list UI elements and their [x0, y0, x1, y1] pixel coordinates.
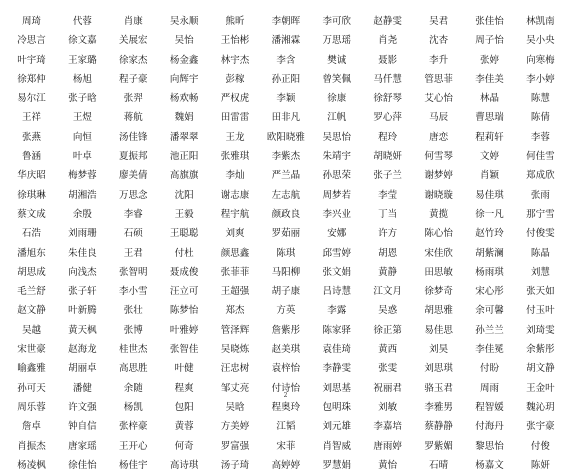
name-cell: 肖智威: [322, 440, 352, 452]
name-cell: 黎思怡: [475, 440, 504, 452]
name-cell: 聂成俊: [169, 266, 199, 278]
name-cell: 刘慧: [530, 266, 550, 278]
name-cell: 胡湘浩: [68, 189, 97, 201]
name-cell: 邹丈亮: [220, 382, 250, 394]
name-cell: 赵美琪: [271, 344, 301, 356]
name-cell: 吴思怡: [322, 131, 352, 143]
name-cell: 孙可天: [17, 382, 46, 394]
name-cell: 颜思鑫: [220, 247, 250, 259]
name-cell: 张子兰: [373, 170, 402, 182]
name-cell: 程爽: [174, 382, 194, 394]
name-cell: 夏振邦: [118, 151, 148, 163]
name-cell: 蒋航: [123, 112, 143, 124]
name-cell: 李蓉: [530, 131, 550, 143]
name-cell: 毛兰舒: [17, 286, 46, 298]
name-cell: 付杜: [174, 247, 194, 259]
name-cell: 潘健: [72, 382, 92, 394]
name-cell: 喻鑫雅: [17, 363, 46, 375]
name-cell: 程智媛: [475, 401, 504, 413]
name-cell: 李露: [327, 305, 347, 317]
name-cell: 杨凌枫: [17, 459, 46, 471]
name-cell: 林凯南: [526, 16, 555, 27]
name-cell: 付俊雯: [526, 228, 555, 240]
name-cell: 高诗琪: [169, 459, 199, 471]
name-cell: 袁梓怡: [271, 363, 301, 375]
name-cell: 钟自信: [68, 421, 97, 433]
name-cell: 杨嘉文: [475, 459, 504, 471]
name-cell: 胡晓妍: [373, 151, 402, 163]
name-cell: 张智佳: [169, 344, 199, 356]
name-cell: 石晴: [429, 459, 449, 471]
name-cell: 何雪琴: [424, 151, 453, 163]
name-cell: 曹思瑞: [475, 112, 504, 124]
name-cell: 王煜: [72, 112, 92, 124]
name-cell: 张燕: [21, 131, 41, 143]
name-cell: 文婷: [479, 151, 499, 163]
name-cell: 汤佳锋: [118, 131, 148, 143]
name-cell: 张子晗: [68, 93, 97, 105]
name-cell: 包明珠: [322, 401, 352, 413]
name-cell: 周乐蓉: [17, 401, 46, 413]
name-cell: 何佳雪: [526, 151, 555, 163]
name-cell: 万思瑶: [322, 35, 352, 47]
name-cell: 吴晓炼: [220, 344, 250, 356]
name-cell: 汪立可: [169, 286, 199, 298]
name-cell: 马阳柳: [271, 266, 301, 278]
name-cell: 王开心: [118, 440, 148, 452]
name-cell: 熊昕: [225, 16, 245, 27]
name-cell: 田雷雷: [220, 112, 250, 124]
name-cell: 管泽辉: [220, 324, 250, 336]
name-cell: 王怡彬: [220, 35, 250, 47]
name-cell: 祝丽君: [373, 382, 402, 394]
name-cell: 王金叶: [526, 382, 555, 394]
name-cell: 余殷: [72, 208, 92, 220]
name-cell: 张宇豪: [526, 421, 555, 433]
name-cell: 程莉轩: [475, 131, 504, 143]
name-cell: 赵竹玲: [475, 228, 504, 240]
name-cell: 潘旭东: [17, 247, 46, 259]
name-cell: 叶雅婷: [169, 324, 199, 336]
name-cell: 胡思雅: [424, 305, 453, 317]
name-cell: 陈晶: [530, 247, 550, 259]
name-cell: 易佳思: [424, 324, 453, 336]
name-cell: 李紫杰: [271, 151, 301, 163]
name-cell: 李小雪: [118, 286, 148, 298]
name-cell: 杨雨琪: [475, 266, 504, 278]
name-cell: 吴越: [21, 324, 41, 336]
name-cell: 唐家瑶: [68, 440, 97, 452]
name-cell: 黄西: [378, 344, 398, 356]
name-cell: 刘琦雯: [526, 324, 555, 336]
name-cell: 程子豪: [118, 73, 148, 85]
name-cell: 黄天枫: [68, 324, 97, 336]
name-cell: 朱靖宇: [322, 151, 352, 163]
name-cell: 张子轩: [68, 286, 97, 298]
name-cell: 李朝晖: [271, 16, 301, 27]
name-cell: 徐梦奇: [424, 286, 453, 298]
name-cell: 那宁雪: [526, 208, 555, 220]
name-cell: 周琦: [21, 16, 41, 27]
name-cell: 徐琪琳: [17, 189, 46, 201]
name-cell: 高婷婷: [271, 459, 301, 471]
name-cell: 林晶: [479, 93, 499, 105]
name-cell: 彭稼: [225, 73, 245, 85]
name-cell: 汪忠树: [220, 363, 250, 375]
name-cell: 叶卓: [72, 151, 92, 163]
name-cell: 罗富强: [220, 440, 250, 452]
name-cell: 吴晗: [225, 401, 245, 413]
name-cell: 唐雨婷: [373, 440, 402, 452]
name-cell: 吴怡: [174, 35, 194, 47]
name-cell: 李含: [276, 54, 296, 66]
name-cell: 徐郑仲: [17, 73, 46, 85]
name-cell: 骆玉君: [424, 382, 453, 394]
name-cell: 罗慧娟: [322, 459, 352, 471]
name-cell: 付盼: [479, 363, 499, 375]
name-cell: 艾心怡: [424, 93, 453, 105]
name-cell: 高思胜: [118, 363, 148, 375]
name-cell: 向浅杰: [68, 266, 97, 278]
name-cell: 孙正阳: [271, 73, 301, 85]
name-cell: 池正阳: [169, 151, 199, 163]
name-cell: 王毅: [174, 208, 194, 220]
name-cell: 李嘉培: [373, 421, 402, 433]
name-cell: 周雨: [479, 382, 499, 394]
name-cell: 程奥玲: [271, 401, 301, 413]
name-cell: 吴永顺: [169, 16, 199, 27]
name-cell: 罗茹丽: [271, 228, 301, 240]
name-cell: 余随: [123, 382, 143, 394]
name-cell: 张婷: [479, 54, 499, 66]
name-cell: 宋心彤: [475, 286, 504, 298]
name-cell: 关展宏: [118, 35, 148, 47]
name-cell: 付海丹: [475, 421, 504, 433]
name-cell: 余紫彤: [526, 344, 555, 356]
name-cell: 易尔江: [17, 93, 46, 105]
name-cell: 王祥: [21, 112, 41, 124]
name-cell: 孙思荣: [322, 170, 352, 182]
name-cell: 胡紫澜: [475, 247, 504, 259]
name-cell: 石浩: [21, 228, 41, 240]
name-cell: 潘湘霖: [271, 35, 301, 47]
name-cell: 张天如: [526, 286, 555, 298]
name-cell: 李佳美: [475, 73, 504, 85]
name-cell: 胡恩: [378, 247, 398, 259]
name-cell: 赵海龙: [68, 344, 97, 356]
name-cell: 徐正第: [373, 324, 402, 336]
name-cell: 罗心萍: [373, 112, 402, 124]
name-cell: 樊诚: [327, 54, 347, 66]
name-cell: 何奇: [174, 440, 194, 452]
name-cell: 肖康: [123, 16, 143, 27]
name-cell: 李升: [429, 54, 449, 66]
name-cell: 王家璐: [68, 54, 97, 66]
name-cell: 吴小央: [526, 35, 555, 47]
name-cell: 林宇杰: [220, 54, 250, 66]
name-cell: 田思敏: [424, 266, 453, 278]
name-cell: 宋佳欣: [424, 247, 453, 259]
name-cell: 管思菲: [424, 73, 453, 85]
name-cell: 陈梦怡: [169, 305, 199, 317]
name-cell: 张羿: [123, 93, 143, 105]
name-cell: 廖美倩: [118, 170, 148, 182]
name-cell: 高旗旗: [169, 170, 199, 182]
name-cell: 胡子康: [271, 286, 301, 298]
name-cell: 刘雨珊: [68, 228, 97, 240]
name-cell: 陈慧: [530, 93, 550, 105]
name-cell: 蔡静静: [424, 421, 453, 433]
name-cell: 宋世豪: [17, 344, 46, 356]
name-cell: 黄蓉: [174, 421, 194, 433]
name-cell: 徐家杰: [118, 54, 148, 66]
name-cell: 程宇航: [220, 208, 250, 220]
name-cell: 冷思言: [17, 35, 46, 47]
name-cell: 徐康: [327, 93, 347, 105]
name-cell: 石硕: [123, 228, 143, 240]
name-cell: 张雯: [378, 363, 398, 375]
name-cell: 余可馨: [475, 305, 504, 317]
name-cell: 魏沁玥: [526, 401, 555, 413]
name-cell: 李睿: [123, 208, 143, 220]
name-cell: 刘思基: [322, 382, 352, 394]
name-cell: 赵静雯: [373, 16, 402, 27]
name-cell: 杨佳宇: [118, 459, 148, 471]
name-cell: 叶健: [174, 363, 194, 375]
name-cell: 江韬: [276, 421, 296, 433]
name-cell: 陈琪: [276, 247, 296, 259]
name-cell: 沈阳: [174, 189, 194, 201]
name-cell: 李雅男: [424, 401, 453, 413]
name-cell: 黄怡: [378, 459, 398, 471]
name-cell: 谢梦婷: [424, 170, 453, 182]
name-cell: 杨金鑫: [169, 54, 199, 66]
name-cell: 梅梦蓉: [68, 170, 97, 182]
name-cell: 罗紫媚: [424, 440, 453, 452]
name-cell: 黄静: [378, 266, 398, 278]
name-cell: 曾笑佩: [322, 73, 352, 85]
name-cell: 赵文静: [17, 305, 46, 317]
name-cell: 张雨: [530, 189, 550, 201]
name-cell: 左志航: [271, 189, 301, 201]
name-cell: 杨凯: [123, 401, 143, 413]
name-cell: 叶宇琦: [17, 54, 46, 66]
name-cell: 李小婷: [526, 73, 555, 85]
name-cell: 朱佳良: [68, 247, 97, 259]
name-cell: 向寒梅: [526, 54, 555, 66]
name-cell: 安娜: [327, 228, 347, 240]
name-cell: 向恒: [72, 131, 92, 143]
name-cell: 付诗怡: [271, 382, 301, 394]
name-cell: 胡思成: [17, 266, 46, 278]
name-cell: 代蓉: [72, 16, 92, 27]
name-cell: 胡文静: [526, 363, 555, 375]
name-cell: 袁佳琦: [322, 344, 352, 356]
name-cell: 郑杰: [225, 305, 245, 317]
name-cell: 王龙: [225, 131, 245, 143]
name-cell: 颜政良: [271, 208, 301, 220]
name-cell: 周梦若: [322, 189, 352, 201]
name-cell: 严兰晶: [271, 170, 301, 182]
name-cell: 张文娟: [322, 266, 352, 278]
name-cell: 张菲菲: [220, 266, 250, 278]
name-cell: 肖尧: [378, 35, 398, 47]
name-cell: 杨欢畅: [169, 93, 199, 105]
name-cell: 潘翠翠: [169, 131, 199, 143]
name-cell: 易佳琪: [475, 189, 504, 201]
name-cell: 胡丽卓: [68, 363, 97, 375]
page-number: 2: [283, 392, 288, 399]
name-cell: 李静雯: [322, 363, 352, 375]
name-cell: 谢晓璇: [424, 189, 453, 201]
name-cell: 付玉叶: [526, 305, 555, 317]
name-cell: 张佳怡: [475, 16, 504, 27]
name-cell: 陈家驿: [322, 324, 352, 336]
name-cell: 万思念: [118, 189, 148, 201]
name-cell: 杨旭: [72, 73, 92, 85]
name-cell: 马辰: [429, 112, 449, 124]
name-cell: 刘爽: [225, 228, 245, 240]
name-cell: 叶新腾: [68, 305, 97, 317]
name-cell: 张梓豪: [118, 421, 148, 433]
name-cell: 程玲: [378, 131, 398, 143]
name-cell: 徐舒琴: [373, 93, 402, 105]
name-cell: 张博: [123, 324, 143, 336]
name-cell: 陈倩: [530, 112, 550, 124]
name-cell: 付俊: [530, 440, 550, 452]
name-table: [6, 12, 566, 475]
name-cell: 李兴业: [322, 208, 352, 220]
name-cell: 田非凡: [271, 112, 301, 124]
name-cell: 方英: [276, 305, 296, 317]
name-cell: 沈杏: [429, 35, 449, 47]
name-cell: 方美婷: [220, 421, 250, 433]
name-cell: 徐佳怡: [68, 459, 97, 471]
name-cell: 张智明: [118, 266, 148, 278]
name-cell: 李可欣: [322, 16, 352, 27]
name-cell: 詹紫彤: [271, 324, 301, 336]
name-cell: 聂影: [378, 54, 398, 66]
name-cell: 华庆昭: [17, 170, 46, 182]
name-cell: 李灿: [225, 170, 245, 182]
name-cell: 张壮: [123, 305, 143, 317]
name-cell: 徐一凡: [475, 208, 504, 220]
name-cell: 谢志康: [220, 189, 250, 201]
name-cell: 吴惑: [378, 305, 398, 317]
name-cell: 马仟慧: [373, 73, 402, 85]
name-cell: 桂世杰: [118, 344, 148, 356]
name-cell: 王超强: [220, 286, 250, 298]
name-cell: 陈心怡: [424, 228, 453, 240]
name-cell: 徐文嘉: [68, 35, 97, 47]
name-cell: 陈妍: [530, 459, 550, 471]
name-cell: 欧阳晓雅: [266, 131, 305, 143]
name-cell: 肖振杰: [17, 440, 46, 452]
name-cell: 刘思琪: [424, 363, 453, 375]
name-cell: 魏娟: [174, 112, 194, 124]
name-cell: 向辉宇: [169, 73, 199, 85]
name-cell: 詹卓: [21, 421, 41, 433]
name-cell: 唐恋: [429, 131, 449, 143]
name-cell: 王聪聪: [169, 228, 199, 240]
name-cell: 丁当: [378, 208, 398, 220]
name-cell: 鲁涵: [21, 151, 41, 163]
name-cell: 严权虎: [220, 93, 250, 105]
name-cell: 江文月: [373, 286, 402, 298]
name-cell: 江帆: [327, 112, 347, 124]
name-cell: 李颖: [276, 93, 296, 105]
name-cell: 刘元雄: [322, 421, 352, 433]
name-cell: 肖颖: [479, 170, 499, 182]
name-cell: 汤子琦: [220, 459, 250, 471]
name-cell: 黄揽: [429, 208, 449, 220]
name-cell: 邱雪婷: [322, 247, 352, 259]
name-cell: 吴君: [429, 16, 449, 27]
name-cell: 蔡文成: [17, 208, 46, 220]
name-cell: 许方: [378, 228, 398, 240]
name-cell: 孙兰兰: [475, 324, 504, 336]
name-cell: 张雅琪: [220, 151, 250, 163]
name-cell: 王君: [123, 247, 143, 259]
name-cell: 刘昊: [429, 344, 449, 356]
name-cell: 周子怡: [475, 35, 504, 47]
name-cell: 吕诗慧: [322, 286, 352, 298]
name-cell: 李佳冕: [475, 344, 504, 356]
name-cell: 刘敏: [378, 401, 398, 413]
name-cell: 包阳: [174, 401, 194, 413]
name-cell: 李莹: [378, 189, 398, 201]
name-cell: 郑成欣: [526, 170, 555, 182]
name-cell: 宋菲: [276, 440, 296, 452]
name-cell: 许文强: [68, 401, 97, 413]
